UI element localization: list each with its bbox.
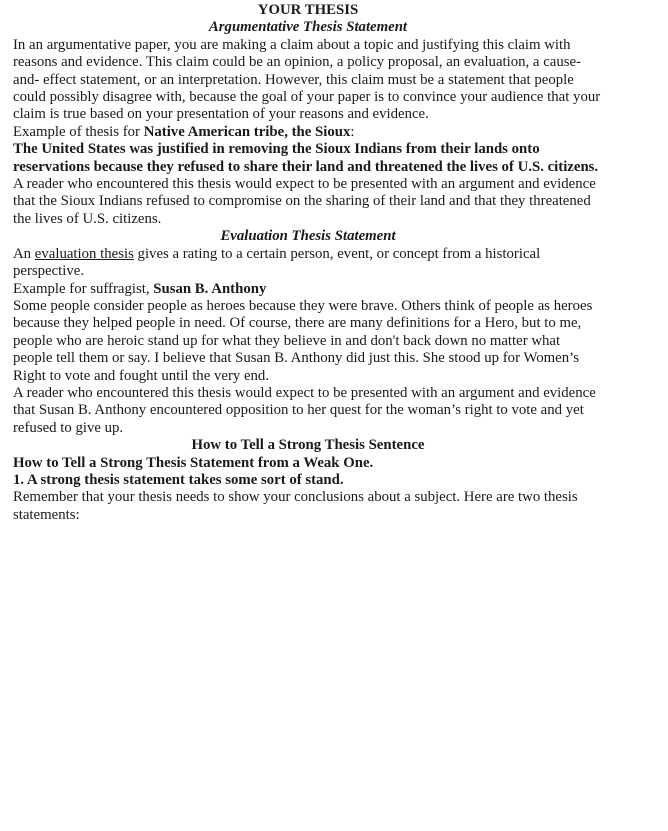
bold-text-run: Native American tribe, the Sioux bbox=[143, 123, 351, 140]
section-heading-strong-thesis bbox=[13, 437, 603, 454]
text-run: Some people consider people as heroes because they were brave. Others think of people as heroes because they helped people in need. Of course, there are many definitions for a Hero, but to me, people who are heroic stand up for what they believe in and don't back down no matter what people tell them or say. I believe that Susan B. Anthony did just this. She stood up for Women’s Right to vote and fought until the very end. bbox=[13, 297, 593, 384]
text-run: YOUR THESIS bbox=[257, 2, 359, 18]
text-run: How to Tell a Strong Thesis Statement from a Weak One. bbox=[13, 454, 374, 471]
text-run: : bbox=[350, 123, 355, 140]
document-body bbox=[13, 2, 603, 524]
subheading-rule-1 bbox=[13, 472, 603, 489]
section-heading-argumentative bbox=[13, 19, 603, 36]
text-run: Evaluation Thesis Statement bbox=[220, 228, 396, 245]
text-run: A reader who encountered this thesis would expect to be presented with an argument and evidence that Susan B. Anthony encountered opposition to her quest for the woman’s right to vote and yet refused to give up. bbox=[13, 384, 596, 436]
text-run: The United States was justified in removing the Sioux Indians from their lands onto reservations because they refused to share their land and threatened the lives of U.S. citizens. bbox=[13, 141, 599, 175]
paragraph-anthony-reader-expectation bbox=[13, 385, 603, 437]
text-run: Remember that your thesis needs to show your conclusions about a subject. Here are two thesis statements: bbox=[13, 489, 578, 523]
paragraph-example-anthony bbox=[13, 281, 603, 298]
text-run: Example of thesis for bbox=[13, 123, 144, 140]
subheading-strong-vs-weak bbox=[13, 455, 603, 472]
text-run: In an argumentative paper, you are making a claim about a topic and justifying this claim with reasons and evidence. This claim could be an opinion, a policy proposal, an evaluation, a cause-and- effect statement, or an interpretation. However, this claim must be a statement that people could possibly disagree with, because the goal of your paper is to convince your audience that your claim is true based on your presentation of your reasons and evidence. bbox=[13, 36, 601, 123]
text-run: How to Tell a Strong Thesis Sentence bbox=[191, 437, 425, 454]
underlined-term: evaluation thesis bbox=[34, 245, 134, 262]
paragraph-remember-conclusions bbox=[13, 489, 603, 524]
paragraph-sioux-thesis bbox=[13, 141, 603, 176]
text-run: An bbox=[13, 245, 35, 262]
text-run: gives a rating to a certain person, event, or concept from a historical perspective. bbox=[13, 245, 541, 280]
doc-title bbox=[13, 2, 603, 19]
paragraph-argumentative-intro bbox=[13, 37, 603, 124]
text-run: 1. A strong thesis statement takes some sort of stand. bbox=[13, 471, 344, 488]
text-run: Argumentative Thesis Statement bbox=[208, 19, 408, 36]
text-run: Example for suffragist, bbox=[13, 280, 154, 297]
paragraph-anthony-thesis bbox=[13, 298, 603, 385]
text-run: A reader who encountered this thesis would expect to be presented with an argument and evidence that the Sioux Indians refused to compromise on the sharing of their land and that they threatened the lives of U.S. citizens. bbox=[13, 176, 596, 227]
paragraph-evaluation-definition bbox=[13, 246, 603, 281]
bold-text-run: Susan B. Anthony bbox=[153, 280, 267, 297]
paragraph-example-sioux bbox=[13, 124, 603, 141]
section-heading-evaluation bbox=[13, 228, 603, 245]
paragraph-sioux-reader-expectation bbox=[13, 176, 603, 228]
